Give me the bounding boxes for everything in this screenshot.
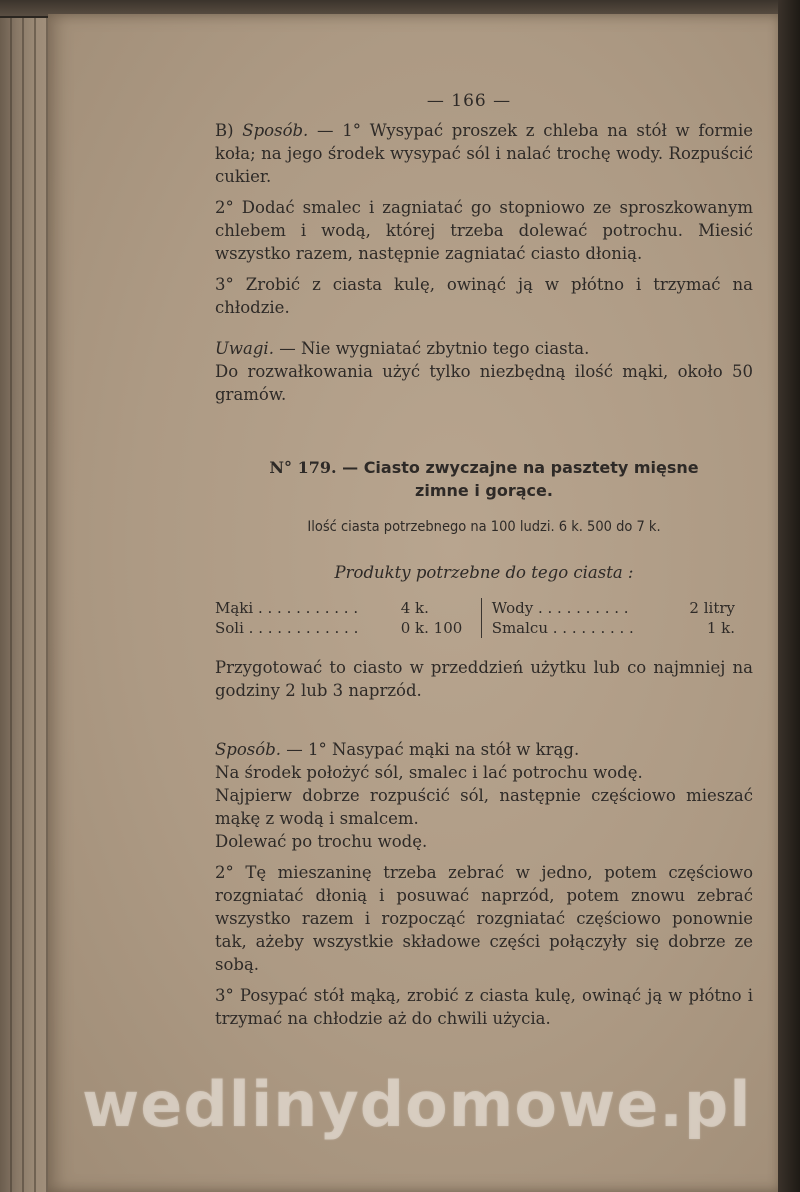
method-step-1c: Najpierw dobrze rozpuścić sól, następnie częściowo mieszać mąkę z wodą i smalcem. (215, 786, 753, 828)
method-step-1b: Na środek położyć sól, smalec i lać potrochu wodę. (215, 763, 643, 782)
product-name: Wody . . . . . . . . . . (491, 599, 629, 617)
product-name: Mąki . . . . . . . . . . . (215, 599, 359, 617)
step-text: — 1° Nasypać mąki na stół w krąg. (281, 740, 580, 759)
products-title: Produkty potrzebne do tego ciasta : (334, 563, 634, 582)
table-row (215, 598, 735, 618)
section-label: B) (215, 121, 243, 140)
method-step-1d: Dolewać po trochu wodę. (215, 832, 428, 851)
book-right-edge (778, 0, 800, 1192)
products-table (215, 598, 735, 638)
product-amount: 1 k. (706, 619, 735, 637)
method-step-2: 2° Tę mieszaninę trzeba zebrać w jedno, potem częściowo rozgniatać dłonią i posuwać naprzód, potem znowu zebrać wszystko razem i rozpocząć rozgniatać częściowo ponownie tak, ażeby wszystkie składowe części połączyły się dobrze ze sobą. (215, 863, 753, 974)
product-name: Soli . . . . . . . . . . . . (215, 619, 359, 637)
notes-paragraph (215, 337, 753, 360)
section-b-paragraph-1 (215, 119, 753, 188)
product-amount: 4 k. (400, 599, 429, 617)
notes-label: Uwagi. (215, 339, 274, 358)
section-b-paragraph-2: 2° Dodać smalec i zagniatać go stopniowo ze sproszkowanym chlebem i wodą, której trzeba dolewać potrochu. Miesić wszystko razem, następnie zagniatać ciasto dłonią. (215, 198, 753, 263)
page-text (215, 90, 753, 1030)
product-name: Smalcu . . . . . . . . . (491, 619, 634, 637)
site-watermark: wedlinydomowe.pl (82, 1068, 752, 1141)
method-label: Sposób. (215, 740, 282, 759)
method-step-1 (215, 738, 753, 761)
recipe-quantity: Ilość ciasta potrzebnego na 100 ludzi. 6 k. 500 do 7 k. (307, 519, 661, 535)
page-number: — 166 — (426, 91, 512, 111)
table-row (215, 618, 735, 638)
recipe-intro: Przygotować to ciasto w przeddzień użytku lub co najmniej na godziny 2 lub 3 naprzód. (215, 658, 753, 700)
product-amount: 0 k. 100 (400, 619, 463, 637)
paragraph-text: — 1° Wysypać proszek z chleba na stół w formie koła; na jego środek wysypać sól i nalać trochę wody. Rozpuścić cukier. (215, 121, 753, 186)
method-step-3: 3° Posypać stół mąką, zrobić z ciasta kulę, owinąć ją w płótno i trzymać na chłodzie aż do chwili użycia. (215, 986, 753, 1028)
recipe-title-line-2: zimne i gorące. (415, 481, 553, 500)
notes-line-2: Do rozwałkowania użyć tylko niezbędną ilość mąki, około 50 gramów. (215, 362, 753, 404)
section-b-paragraph-3: 3° Zrobić z ciasta kulę, owinąć ją w płótno i trzymać na chłodzie. (215, 275, 753, 317)
recipe-number: N° 179. (269, 458, 337, 477)
method-label: Sposób. (242, 121, 309, 140)
recipe-heading (215, 456, 753, 502)
recipe-title-line-1: — Ciasto zwyczajne na pasztety mięsne (336, 458, 699, 477)
notes-line-1: — Nie wygniatać zbytnio tego ciasta. (273, 339, 590, 358)
product-amount: 2 litry (689, 599, 735, 617)
